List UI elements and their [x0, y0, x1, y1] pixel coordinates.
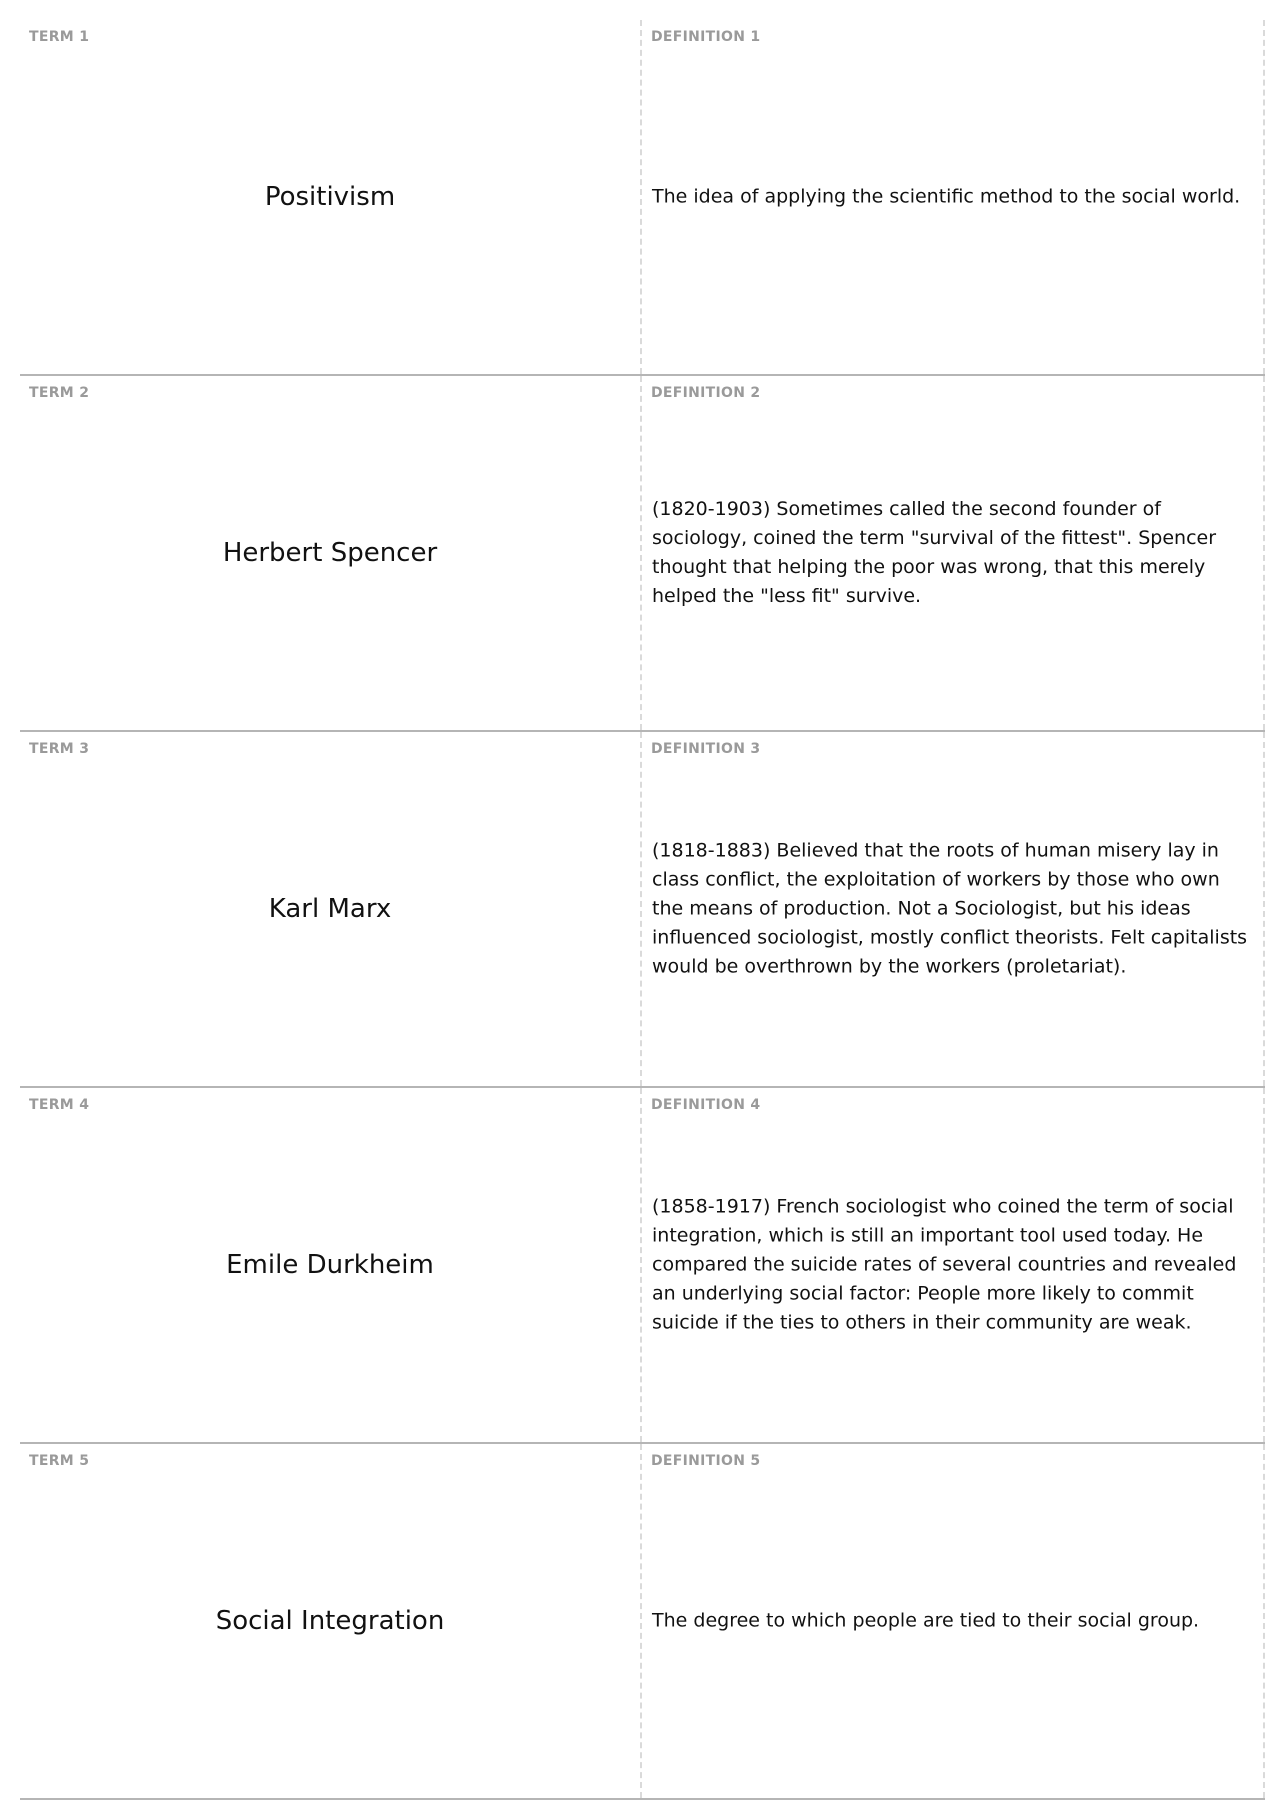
- flashcard-row: [20, 1444, 1265, 1800]
- definition-cell: [642, 732, 1265, 1086]
- definition-label: DEFINITION 4: [651, 1097, 761, 1113]
- definition-cell: [642, 1444, 1265, 1798]
- term-label: TERM 4: [29, 1097, 90, 1113]
- definition-text: (1818-1883) Believed that the roots of human misery lay in class conflict, the exploitation of workers by those who own the means of production. Not a Sociologist, but his ideas influenced sociologist, mostly conflict theorists. Felt capitalists would be overthrown by the workers (proletariat).: [652, 839, 1248, 978]
- definition-label: DEFINITION 2: [651, 385, 761, 401]
- definition-cell: [642, 1088, 1265, 1442]
- flashcard-row: [20, 1088, 1265, 1444]
- term-text: Positivism: [264, 182, 396, 212]
- term-text: Karl Marx: [268, 894, 392, 924]
- definition-text: (1858-1917) French sociologist who coined the term of social integration, which is still an important tool used today. He compared the suicide rates of several countries and revealed an underlying social factor: People more likely to commit suicide if the ties to others in their community are weak.: [652, 1195, 1237, 1334]
- flashcard-row: [20, 376, 1265, 732]
- term-text: Emile Durkheim: [226, 1250, 434, 1280]
- flashcard-sheet: [20, 20, 1265, 1800]
- term-text: Social Integration: [215, 1606, 445, 1636]
- term-cell: [20, 1088, 642, 1442]
- definition-text: The degree to which people are tied to their social group.: [652, 1609, 1200, 1632]
- term-label: TERM 1: [29, 29, 90, 45]
- term-text: Herbert Spencer: [222, 538, 438, 568]
- term-cell: [20, 20, 642, 374]
- term-label: TERM 2: [29, 385, 90, 401]
- definition-text: (1820-1903) Sometimes called the second founder of sociology, coined the term "survival of the fittest". Spencer thought that helping the poor was wrong, that this merely helped the "less fit" survive.: [652, 498, 1217, 607]
- definition-label: DEFINITION 1: [651, 29, 761, 45]
- term-cell: [20, 1444, 642, 1798]
- definition-cell: [642, 376, 1265, 730]
- term-label: TERM 5: [29, 1453, 90, 1469]
- term-label: TERM 3: [29, 741, 90, 757]
- term-cell: [20, 732, 642, 1086]
- definition-label: DEFINITION 3: [651, 741, 761, 757]
- definition-text: The idea of applying the scientific method to the social world.: [652, 185, 1241, 208]
- flashcard-row: [20, 20, 1265, 376]
- definition-label: DEFINITION 5: [651, 1453, 761, 1469]
- definition-cell: [642, 20, 1265, 374]
- term-cell: [20, 376, 642, 730]
- flashcard-row: [20, 732, 1265, 1088]
